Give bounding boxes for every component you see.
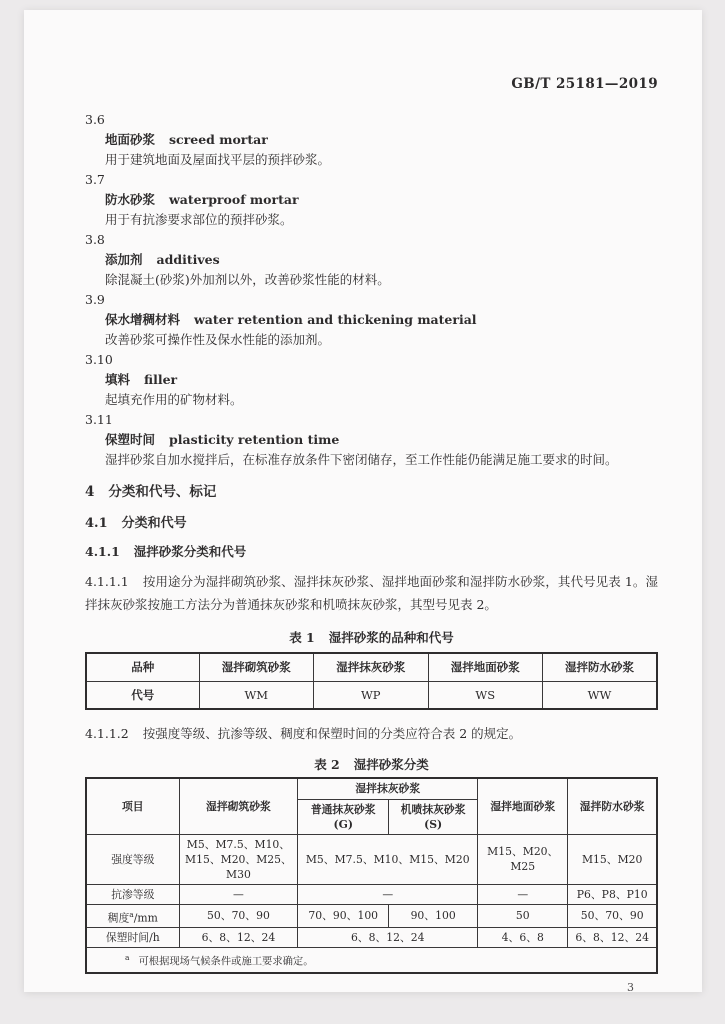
t2-retention-floor: 4、6、8 — [478, 928, 568, 948]
section-heading-4-1-1 — [85, 542, 658, 562]
heading-number: 4.1 — [85, 516, 108, 531]
term-zh: 防水砂浆 — [105, 192, 156, 207]
t2-retention-plaster: 6、8、12、24 — [298, 928, 478, 948]
t2-retention-masonry: 6、8、12、24 — [179, 928, 298, 948]
definition-term — [85, 310, 658, 330]
definition-text: 除混凝土(砂浆)外加剂以外，改善砂浆性能的材料。 — [105, 272, 390, 287]
table-caption-title: 湿拌砂浆分类 — [353, 757, 429, 772]
t2-header-item: 项目 — [86, 778, 179, 834]
definition-term — [85, 250, 658, 270]
table-row-consistency — [86, 904, 657, 928]
term-zh: 添加剂 — [105, 252, 143, 267]
t1-header-plaster: 湿拌抹灰砂浆 — [314, 653, 428, 681]
table-caption-label: 表 2 — [314, 757, 340, 772]
definition-number: 3.6 — [85, 112, 105, 127]
t1-header-variety: 品种 — [86, 653, 199, 681]
t1-code-label: 代号 — [86, 681, 199, 709]
heading-number: 4 — [85, 484, 95, 500]
table-caption-label: 表 1 — [289, 630, 315, 645]
section-heading-4 — [85, 482, 658, 502]
table-2-mortar-classification — [85, 777, 658, 974]
t2-strength-masonry: M5、M7.5、M10、M15、M20、M25、M30 — [179, 834, 298, 884]
definition-term — [85, 130, 658, 150]
t2-imperm-label: 抗渗等级 — [86, 884, 179, 904]
page-number: 3 — [627, 980, 634, 992]
consistency-label-text: 稠度 — [107, 911, 130, 925]
term-zh: 填料 — [105, 372, 131, 387]
t2-imperm-plaster: — — [298, 884, 478, 904]
clause-number: 4.1.1.2 — [85, 726, 129, 741]
definition-item-3-7 — [85, 170, 658, 230]
term-en: additives — [156, 252, 220, 267]
definition-item-3-6 — [85, 110, 658, 170]
term-en: waterproof mortar — [169, 192, 299, 207]
term-zh: 保水增稠材料 — [105, 312, 181, 327]
clause-number: 4.1.1.1 — [85, 574, 129, 589]
t2-strength-plaster: M5、M7.5、M10、M15、M20 — [298, 834, 478, 884]
definition-number: 3.11 — [85, 412, 113, 427]
consistency-label-unit: /mm — [133, 911, 158, 925]
t2-imperm-waterproof: P6、P8、P10 — [568, 884, 657, 904]
table-footnote-row — [86, 948, 657, 973]
table-1-mortar-codes — [85, 652, 658, 710]
clause-text: 按强度等级、抗渗等级、稠度和保塑时间的分类应符合表 2 的规定。 — [142, 726, 522, 741]
table-caption-title: 湿拌砂浆的品种和代号 — [328, 630, 454, 645]
term-zh: 地面砂浆 — [105, 132, 156, 147]
t2-header-plaster-s: 机喷抹灰砂浆(S) — [389, 799, 478, 834]
table-footnote — [86, 948, 657, 973]
definition-term — [85, 430, 658, 450]
t2-retention-label: 保塑时间/h — [86, 928, 179, 948]
definition-number: 3.9 — [85, 292, 105, 307]
definition-number: 3.10 — [85, 352, 113, 367]
t1-code-wp: WP — [314, 681, 428, 709]
definition-text: 湿拌砂浆自加水搅拌后，在标准存放条件下密闭储存，至工作性能仍能满足施工要求的时间。 — [105, 452, 618, 467]
definition-text: 改善砂浆可操作性及保水性能的添加剂。 — [105, 332, 331, 347]
t2-consistency-waterproof: 50、70、90 — [568, 904, 657, 928]
t2-header-masonry: 湿拌砌筑砂浆 — [179, 778, 298, 834]
term-en: screed mortar — [169, 132, 268, 147]
t1-header-masonry: 湿拌砌筑砂浆 — [199, 653, 313, 681]
t2-consistency-masonry: 50、70、90 — [179, 904, 298, 928]
clause-4-1-1-1 — [85, 570, 658, 616]
section-heading-4-1 — [85, 514, 658, 534]
table-row — [86, 653, 657, 681]
term-en: water retention and thickening material — [194, 312, 477, 327]
t1-code-wm: WM — [199, 681, 313, 709]
definition-number: 3.7 — [85, 172, 105, 187]
t1-code-ww: WW — [543, 681, 658, 709]
t2-strength-floor: M15、M20、M25 — [478, 834, 568, 884]
clause-4-1-1-2 — [85, 722, 658, 745]
t1-code-ws: WS — [428, 681, 542, 709]
heading-title: 分类和代号、标记 — [108, 484, 217, 500]
term-zh: 保塑时间 — [105, 432, 156, 447]
t2-header-waterproof: 湿拌防水砂浆 — [568, 778, 657, 834]
table-row-plasticity-retention — [86, 928, 657, 948]
t2-imperm-floor: — — [478, 884, 568, 904]
table-2-caption — [85, 755, 658, 775]
term-en: plasticity retention time — [169, 432, 340, 447]
table-row-strength-grade — [86, 834, 657, 884]
table-row — [86, 681, 657, 709]
definition-text: 用于建筑地面及屋面找平层的预拌砂浆。 — [105, 152, 331, 167]
definition-item-3-8 — [85, 230, 658, 290]
heading-number: 4.1.1 — [85, 544, 120, 559]
t2-strength-label: 强度等级 — [86, 834, 179, 884]
t2-header-plaster-group: 湿拌抹灰砂浆 — [298, 778, 478, 799]
footnote-marker: a — [129, 909, 134, 919]
t2-header-plaster-g: 普通抹灰砂浆(G) — [298, 799, 389, 834]
t1-header-waterproof: 湿拌防水砂浆 — [543, 653, 658, 681]
definition-item-3-9 — [85, 290, 658, 350]
table-row-impermeability-grade — [86, 884, 657, 904]
t2-consistency-plaster-s: 90、100 — [389, 904, 478, 928]
definition-text: 起填充作用的矿物材料。 — [105, 392, 243, 407]
definition-item-3-11 — [85, 410, 658, 470]
definitions-section — [85, 110, 658, 470]
table-1-caption — [85, 628, 658, 648]
table-row — [86, 778, 657, 799]
definition-item-3-10 — [85, 350, 658, 410]
document-page — [24, 10, 702, 992]
term-en: filler — [144, 372, 178, 387]
t2-consistency-plaster-g: 70、90、100 — [298, 904, 389, 928]
t2-consistency-label — [86, 904, 179, 928]
definition-text: 用于有抗渗要求部位的预拌砂浆。 — [105, 212, 293, 227]
footnote-text: 可根据现场气候条件或施工要求确定。 — [138, 955, 314, 968]
t2-strength-waterproof: M15、M20 — [568, 834, 657, 884]
clause-text: 按用途分为湿拌砌筑砂浆、湿拌抹灰砂浆、湿拌地面砂浆和湿拌防水砂浆，其代号见表 1。湿拌抹灰砂浆按施工方法分为普通抹灰砂浆和机喷抹灰砂浆，其型号见表 2。 — [85, 574, 658, 612]
definition-number: 3.8 — [85, 232, 105, 247]
definition-term — [85, 190, 658, 210]
footnote-marker: a — [125, 953, 130, 963]
heading-title: 分类和代号 — [121, 516, 187, 531]
doc-number: GB/T 25181—2019 — [511, 76, 658, 92]
definition-term — [85, 370, 658, 390]
t2-retention-waterproof: 6、8、12、24 — [568, 928, 657, 948]
t1-header-floor: 湿拌地面砂浆 — [428, 653, 542, 681]
heading-title: 湿拌砂浆分类和代号 — [133, 544, 247, 559]
t2-imperm-masonry: — — [179, 884, 298, 904]
t2-header-floor: 湿拌地面砂浆 — [478, 778, 568, 834]
t2-consistency-floor: 50 — [478, 904, 568, 928]
